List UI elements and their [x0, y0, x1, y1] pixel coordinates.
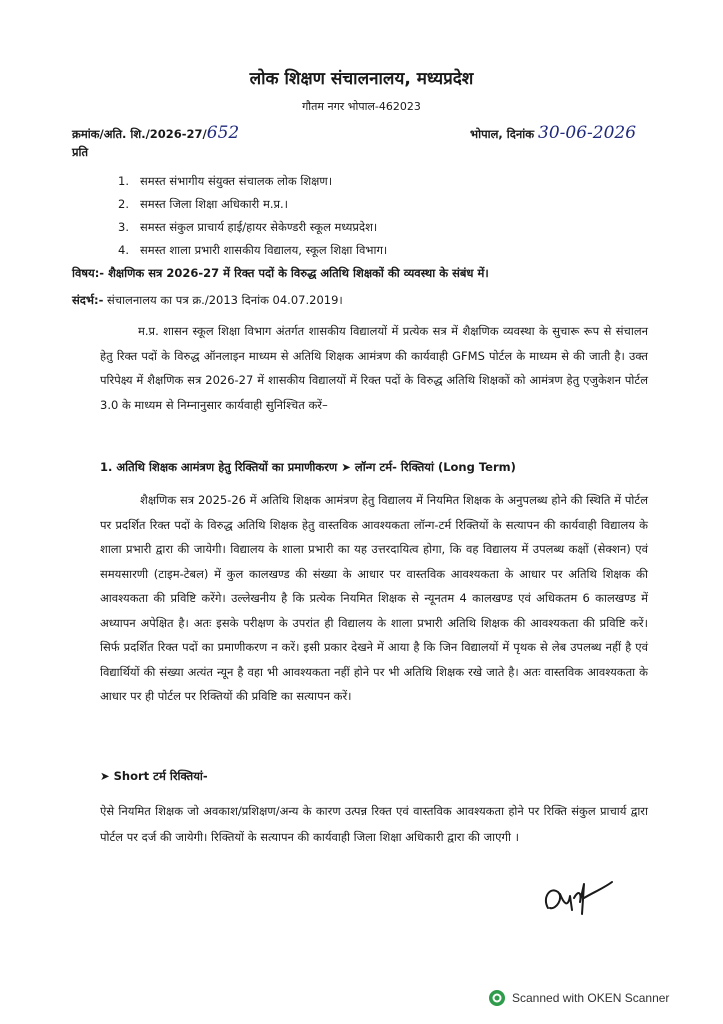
recipient-item [118, 193, 387, 216]
subject-line [72, 266, 489, 281]
letter-number-prefix: क्रमांक/अति. शि./2026-27/ [72, 127, 207, 141]
section-2-heading: ➤ Short टर्म रिक्तियां- [100, 769, 208, 783]
recipient-number: 2. [118, 197, 129, 211]
recipient-list [118, 170, 387, 262]
recipient-text: समस्त जिला शिक्षा अधिकारी म.प्र.। [140, 197, 289, 211]
scanner-watermark [488, 989, 669, 1007]
letter-date-prefix: भोपाल, दिनांक [470, 127, 535, 141]
reference-label: संदर्भ:- [72, 293, 104, 307]
recipient-number: 3. [118, 220, 129, 234]
recipient-number: 1. [118, 174, 129, 188]
office-title: लोक शिक्षण संचालनालय, मध्यप्रदेश [249, 69, 474, 89]
reference-text: संचालनालय का पत्र क्र./2013 दिनांक 04.07.2019। [107, 293, 343, 307]
letter-date-handwritten: 30-06-2026 [538, 123, 637, 143]
section-1-paragraph: शैक्षणिक सत्र 2025-26 में अतिथि शिक्षक आमंत्रण हेतु विद्यालय में नियमित शिक्षक के अनुपलब्ध होने की स्थिति में पोर्टल पर प्रदर्शित रिक्त पदों के विरुद्ध अतिथि शिक्षक हेतु वास्तविक आवश्यकता लॉन्ग-टर्म रिक्तियों के सत्यापन की कार्यवाही विद्यालय के शाला प्रभारी द्वारा की जायेगी। विद्यालय के शाला प्रभारी का यह उत्तरदायित्व होगा, कि वह विद्यालय में उपलब्ध कक्षों (सेक्शन) एवं समयसारणी (टाइम-टेबल) में कुल कालखण्ड की संख्या के आधार पर वास्तविक आवश्यकता के आधार पर अतिथि शिक्षक की आवश्यकता की प्रविष्टि करेंगे। उल्लेखनीय है कि प्रत्येक नियमित शिक्षक से न्यूनतम 4 कालखण्ड एवं अधिकतम 6 कालखण्ड में अध्यापन अपेक्षित है। अतः इसके परीक्षण के उपरांत ही विद्यालय के शाला प्रभारी अतिथि शिक्षक की आवश्यकता की प्रविष्टि करें। सिर्फ प्रदर्शित रिक्त पदों का प्रमाणीकरण न करें। इसी प्रकार देखने में आया है कि जिन विद्यालयों में पृथक से लेब उपलब्ध नहीं है एवं विद्यार्थियों की संख्या अत्यंत न्यून है वहा भी आवश्यकता नहीं होने पर भी अतिथि शिक्षक रखे जाते है। अतः वास्तविक आवश्यकता के आधार पर ही पोर्टल पर रिक्तियों की प्रविष्टि का सत्यापन करें। [100, 493, 648, 703]
scanner-text: Scanned with OKEN Scanner [512, 991, 670, 1005]
handwritten-signature [538, 868, 618, 924]
recipient-number: 4. [118, 243, 129, 257]
office-address: गौतम नगर भोपाल-462023 [302, 100, 421, 113]
subject-text: शैक्षणिक सत्र 2026-27 में रिक्त पदों के विरुद्ध अतिथि शिक्षकों की व्यवस्था के संबंध में। [108, 266, 489, 280]
section-1-heading: 1. अतिथि शिक्षक आमंत्रण हेतु रिक्तियों का प्रमाणीकरण ➤ लॉन्ग टर्म- रिक्तियां (Long Term) [100, 460, 516, 474]
intro-paragraph: म.प्र. शासन स्कूल शिक्षा विभाग अंतर्गत शासकीय विद्यालयों में प्रत्येक सत्र में शैक्षणिक व्यवस्था के सुचारू रूप से संचालन हेतु रिक्त पदों के विरुद्ध ऑनलाइन माध्यम से अतिथि शिक्षक आमंत्रण की कार्यवाही GFMS पोर्टल के माध्यम से की जाती है। उक्त परिपेक्ष्य में शैक्षणिक सत्र 2026-27 में शासकीय विद्यालयों में रिक्त पदों के विरुद्ध अतिथि शिक्षकों को आमंत्रण हेतु एजुकेशन पोर्टल 3.0 के माध्यम से निम्नानुसार कार्यवाही सुनिश्चित करें– [100, 324, 648, 412]
letter-date [470, 123, 636, 143]
recipient-item [118, 170, 387, 193]
to-label: प्रति [72, 145, 89, 159]
recipient-text: समस्त संकुल प्राचार्य हाई/हायर सेकेण्डरी स्कूल मध्यप्रदेश। [140, 220, 378, 234]
subject-label: विषय:- [72, 266, 105, 280]
reference-line [72, 293, 343, 308]
recipient-item [118, 239, 387, 262]
letter-number [72, 123, 239, 143]
letter-number-handwritten: 652 [206, 123, 240, 143]
recipient-text: समस्त शाला प्रभारी शासकीय विद्यालय, स्कूल शिक्षा विभाग। [140, 243, 388, 257]
section-2-paragraph: ऐसे नियमित शिक्षक जो अवकाश/प्रशिक्षण/अन्य के कारण उत्पन्न रिक्त एवं वास्तविक आवश्यकता होने पर रिक्ति संकुल प्राचार्य द्वारा पोर्टल पर दर्ज की जायेगी। रिक्तियों के सत्यापन की कार्यवाही जिला शिक्षा अधिकारी द्वारा की जाएगी । [100, 804, 648, 844]
recipient-text: समस्त संभागीय संयुक्त संचालक लोक शिक्षण। [140, 174, 333, 188]
oken-scanner-logo-icon [488, 989, 506, 1007]
recipient-item [118, 216, 387, 239]
